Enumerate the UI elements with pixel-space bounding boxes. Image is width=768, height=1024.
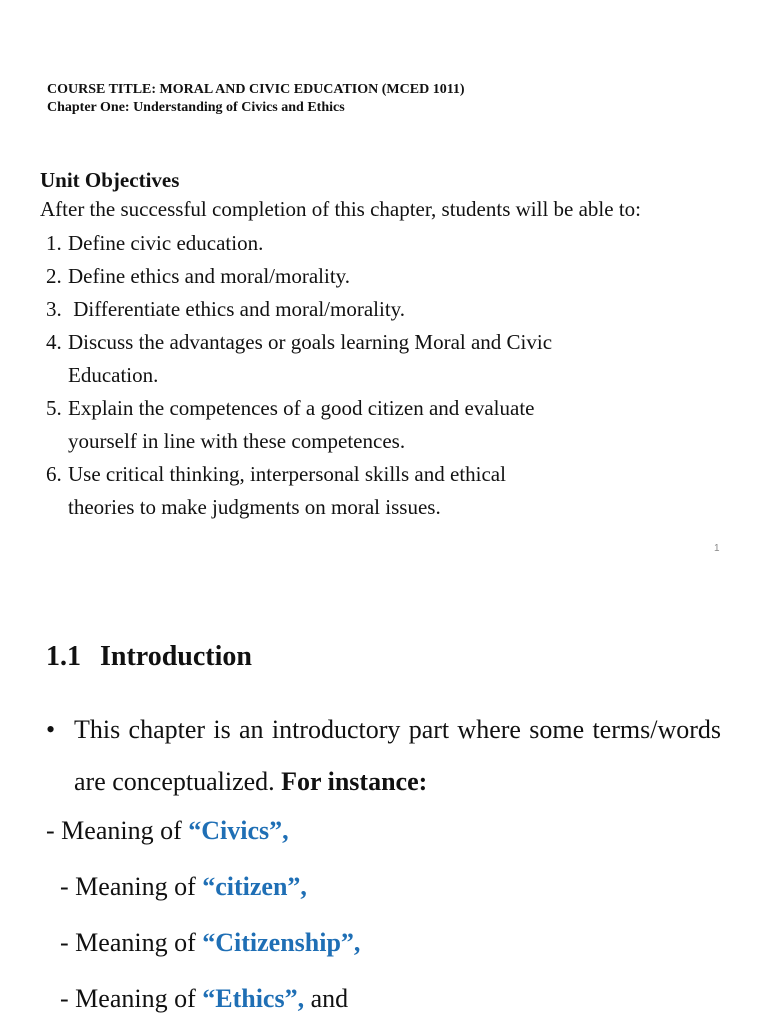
page-number: 1 [714,543,720,554]
course-title: COURSE TITLE: MORAL AND CIVIC EDUCATION (MCED 1011) [47,82,465,97]
objective-text: Explain the competences of a good citizen and evaluate yourself in line with these competences. [68,396,535,453]
bullet-icon: • [46,715,56,744]
intro-bullet [46,704,721,808]
meaning-term: “Ethics”, [202,984,305,1013]
chapter-title: Chapter One: Understanding of Civics and Ethics [47,100,345,115]
meaning-line [60,982,348,1016]
course-header [47,81,465,117]
objectives-list [46,227,720,524]
objective-number: 6. [46,462,62,486]
bullet-body: This chapter is an introductory part where some terms/words are conceptualized. [74,715,721,796]
objectives-heading: Unit Objectives [40,168,180,192]
objective-item [46,227,720,260]
meaning-suffix: and [304,984,349,1013]
section-heading [46,639,252,675]
meaning-term: “Citizenship”, [202,928,361,957]
objective-number: 1. [46,231,62,255]
objective-number: 5. [46,396,62,420]
objective-text: Define ethics and moral/morality. [68,264,351,288]
section-number: 1.1 [46,641,81,672]
section-title: Introduction [100,641,252,672]
objective-number: 2. [46,264,62,288]
meaning-prefix: - Meaning of [60,928,203,957]
objective-item [46,260,720,293]
meaning-line [60,926,360,960]
meaning-term: “citizen”, [202,872,307,901]
objective-item [46,458,720,524]
meaning-prefix: - Meaning of [60,872,203,901]
meaning-line [60,870,307,904]
bullet-emphasis: For instance: [281,767,428,796]
bullet-text [74,704,721,808]
unit-objectives [40,166,720,524]
objective-text: Define civic education. [68,231,264,255]
objective-item [46,293,720,326]
objective-item [46,392,720,458]
meaning-prefix: - Meaning of [60,984,203,1013]
objective-number: 3. [46,297,62,321]
objective-item [46,326,720,392]
objective-text: Discuss the advantages or goals learning Moral and Civic Education. [68,330,553,387]
objective-number: 4. [46,330,62,354]
meaning-line [46,814,289,848]
objective-text: Differentiate ethics and moral/morality. [68,297,406,321]
objectives-intro: After the successful completion of this chapter, students will be able to: [40,197,642,221]
meaning-term: “Civics”, [188,816,289,845]
slide-2 [0,575,768,1024]
objective-text: Use critical thinking, interpersonal skills and ethical theories to make judgments on moral issues. [68,462,506,519]
meaning-prefix: - Meaning of [46,816,189,845]
